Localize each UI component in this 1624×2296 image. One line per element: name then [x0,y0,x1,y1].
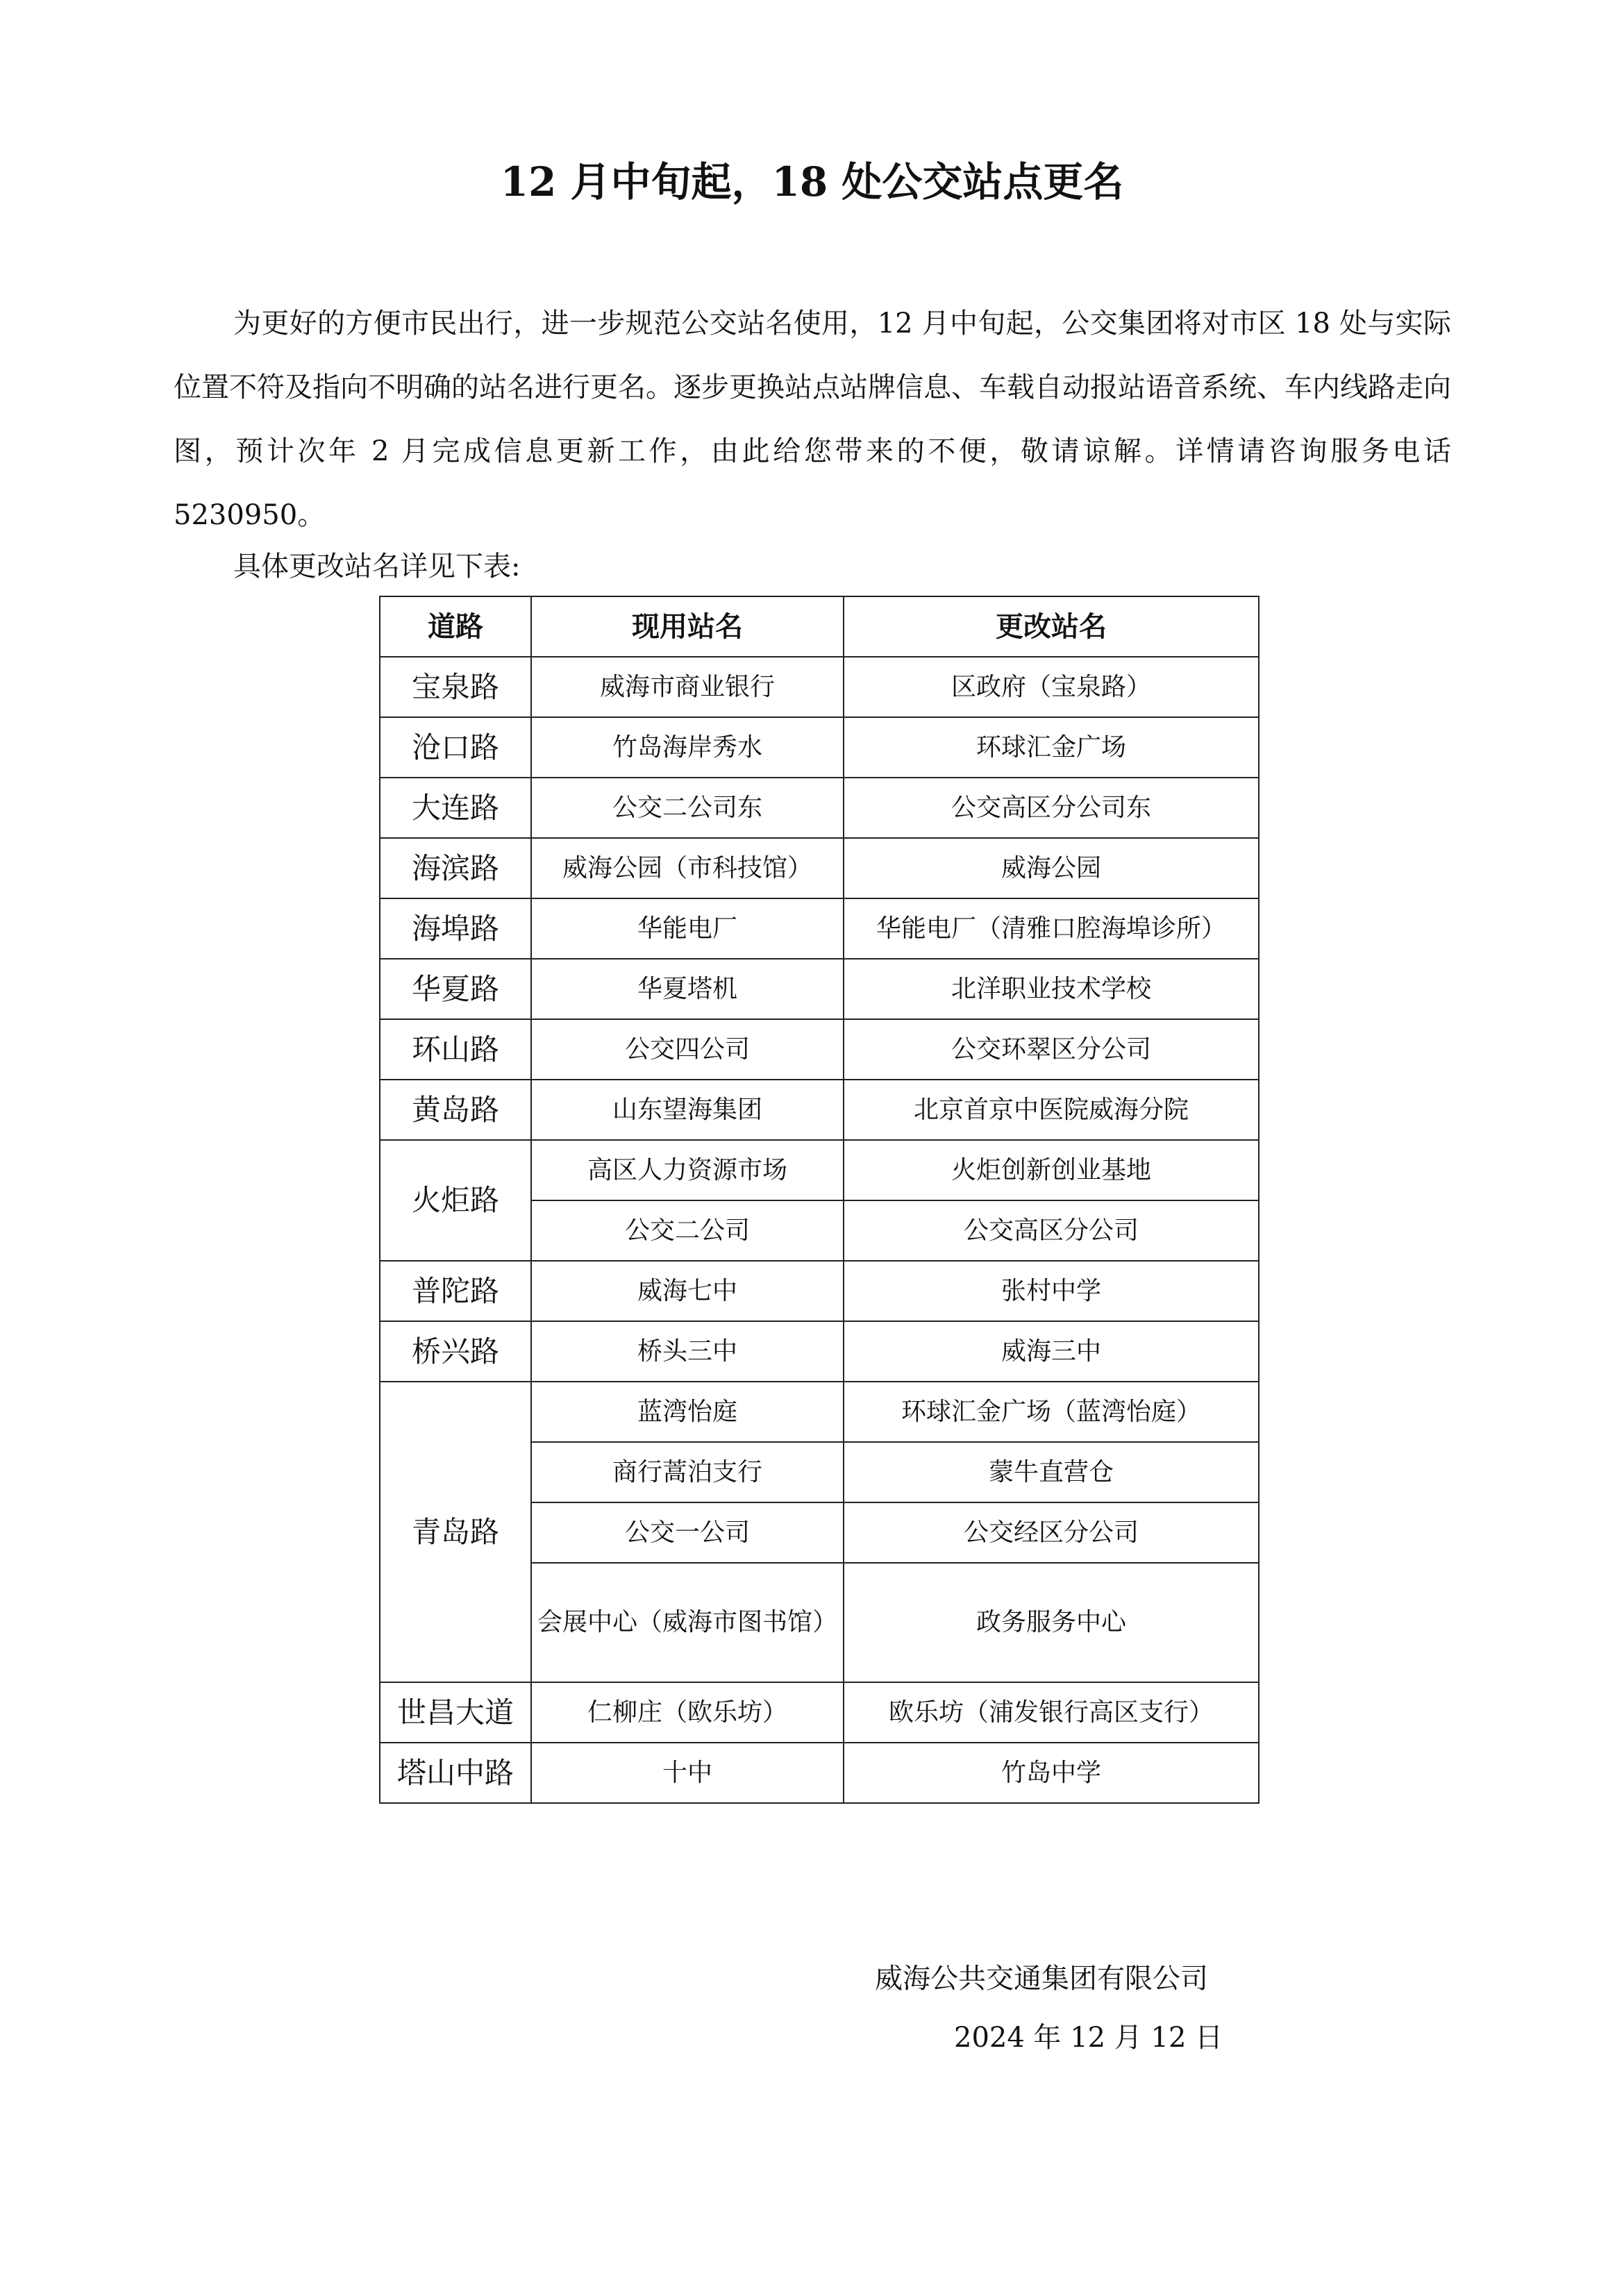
new-name-cell: 区政府（宝泉路） [844,657,1259,717]
table-row [380,1321,1259,1382]
road-cell: 宝泉路 [380,657,531,717]
table-row [380,1682,1259,1743]
current-name-cell: 威海七中 [531,1261,844,1321]
table-row [380,778,1259,838]
current-name-cell: 商行蒿泊支行 [531,1442,844,1502]
current-name-cell: 桥头三中 [531,1321,844,1382]
current-name-cell: 威海市商业银行 [531,657,844,717]
road-cell: 华夏路 [380,959,531,1019]
current-name-cell: 山东望海集团 [531,1080,844,1140]
road-cell: 普陀路 [380,1261,531,1321]
new-name-cell: 威海三中 [844,1321,1259,1382]
new-name-cell: 威海公园 [844,838,1259,898]
table-header-row [380,596,1259,657]
new-name-cell: 环球汇金广场（蓝湾怡庭） [844,1382,1259,1442]
current-name-cell: 高区人力资源市场 [531,1140,844,1200]
new-name-cell: 火炬创新创业基地 [844,1140,1259,1200]
table-row [380,1140,1259,1200]
new-name-cell: 华能电厂（清雅口腔海埠诊所） [844,898,1259,959]
road-cell: 沧口路 [380,717,531,778]
page-title: 12 月中旬起，18 处公交站点更名 [500,158,1124,206]
new-name-cell: 公交高区分公司 [844,1200,1259,1261]
table-row [380,1382,1259,1442]
table-intro: 具体更改站名详见下表: [233,551,521,583]
new-name-cell: 政务服务中心 [844,1563,1259,1682]
road-cell: 大连路 [380,778,531,838]
table-row [380,1019,1259,1080]
road-cell: 黄岛路 [380,1080,531,1140]
new-name-cell: 蒙牛直营仓 [844,1442,1259,1502]
station-rename-table [379,596,1259,1804]
road-cell: 火炬路 [380,1140,531,1261]
table-row [380,898,1259,959]
current-name-cell: 公交二公司 [531,1200,844,1261]
road-cell: 塔山中路 [380,1743,531,1803]
road-cell: 青岛路 [380,1382,531,1682]
current-name-cell: 公交一公司 [531,1502,844,1563]
road-cell: 桥兴路 [380,1321,531,1382]
table-row [380,1080,1259,1140]
new-name-cell: 张村中学 [844,1261,1259,1321]
current-name-cell: 公交二公司东 [531,778,844,838]
new-name-cell: 环球汇金广场 [844,717,1259,778]
new-name-cell: 欧乐坊（浦发银行高区支行） [844,1682,1259,1743]
header-current-name: 现用站名 [531,596,844,657]
new-name-cell: 竹岛中学 [844,1743,1259,1803]
current-name-cell: 蓝湾怡庭 [531,1382,844,1442]
current-name-cell: 仁柳庄（欧乐坊） [531,1682,844,1743]
table-row [380,717,1259,778]
current-name-cell: 会展中心（威海市图书馆） [531,1563,844,1682]
current-name-cell: 威海公园（市科技馆） [531,838,844,898]
new-name-cell: 公交环翠区分公司 [844,1019,1259,1080]
header-new-name: 更改站名 [844,596,1259,657]
new-name-cell: 公交经区分公司 [844,1502,1259,1563]
current-name-cell: 华能电厂 [531,898,844,959]
table-row [380,1261,1259,1321]
road-cell: 环山路 [380,1019,531,1080]
new-name-cell: 公交高区分公司东 [844,778,1259,838]
new-name-cell: 北洋职业技术学校 [844,959,1259,1019]
new-name-cell: 北京首京中医院威海分院 [844,1080,1259,1140]
road-cell: 海埠路 [380,898,531,959]
current-name-cell: 十中 [531,1743,844,1803]
road-cell: 海滨路 [380,838,531,898]
current-name-cell: 公交四公司 [531,1019,844,1080]
signature-date: 2024 年 12 月 12 日 [954,2022,1223,2054]
current-name-cell: 华夏塔机 [531,959,844,1019]
signature-organization: 威海公共交通集团有限公司 [875,1963,1208,1995]
table-row [380,959,1259,1019]
intro-paragraph: 为更好的方便市民出行，进一步规范公交站名使用，12 月中旬起，公交集团将对市区 18 处与实际位置不符及指向不明确的站名进行更名。逐步更换站点站牌信息、车载自动报站语音系统、车内线路走向图，预计次年 2 月完成信息更新工作，由此给您带来的不便，敬请谅解。详情请咨询服务电话 5230950。 [174,308,1451,531]
header-road: 道路 [380,596,531,657]
road-cell: 世昌大道 [380,1682,531,1743]
table-row [380,657,1259,717]
current-name-cell: 竹岛海岸秀水 [531,717,844,778]
table-row [380,838,1259,898]
table-row [380,1743,1259,1803]
